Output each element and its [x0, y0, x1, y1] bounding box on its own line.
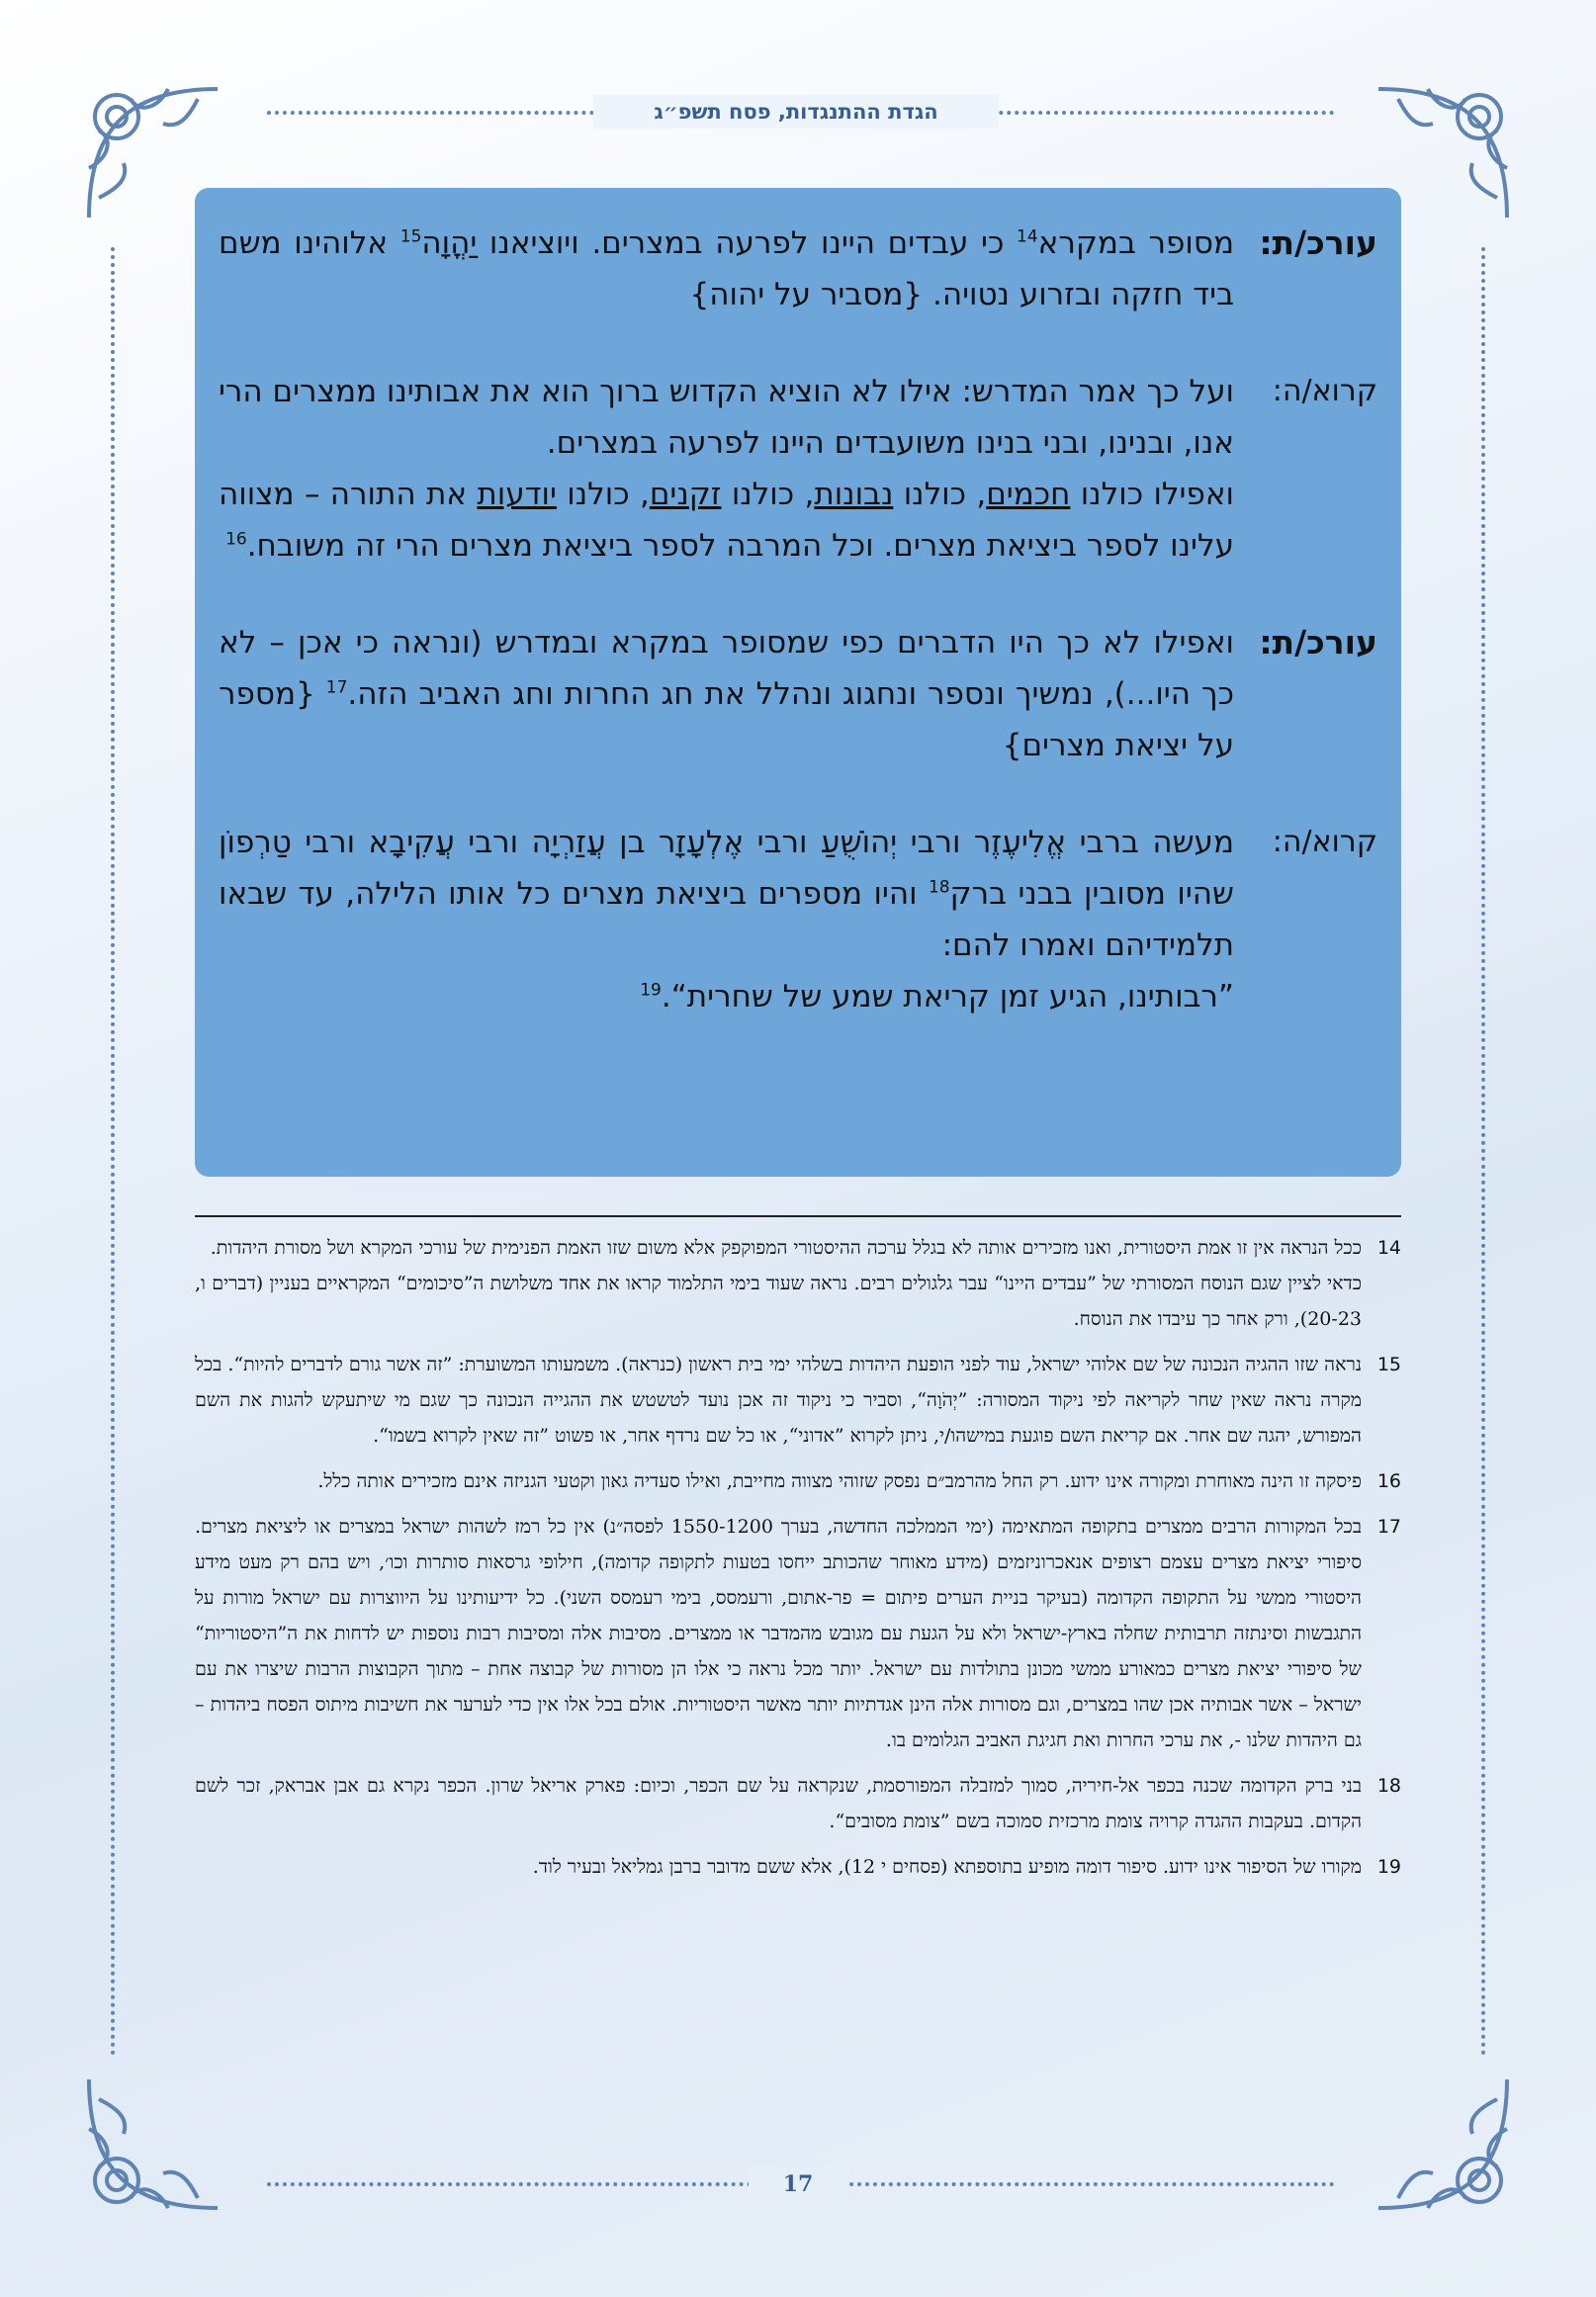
dialogue-entry	[219, 366, 1377, 572]
footnote-ref[interactable]: 19	[640, 980, 662, 1001]
footnote-ref[interactable]: 18	[928, 877, 950, 898]
footnote-text: מקורו של הסיפור אינו ידוע. סיפור דומה מופיע בתוספתא (פסחים י 12), אלא ששם מדובר ברבן גמליאל ובעיר לוד.	[532, 1856, 1362, 1878]
footnote-ref[interactable]: 15	[399, 226, 422, 247]
speaker-label: עורכ/ת:	[1259, 623, 1377, 662]
footnote-number: 14	[1376, 1237, 1401, 1259]
footnote	[195, 1347, 1401, 1454]
frame-right-border	[1481, 247, 1485, 2057]
footnotes-section	[195, 1230, 1401, 1895]
entry-text: מסופר במקרא$^{14}$ כי עבדים היינו לפרעה במצרים. ויוציאנו יַהֳוָה$^{15}$ אלוהינו משם ביד חזקה ובזרוע נטויה. {מסביר על יהוה}	[219, 225, 1234, 312]
speaker-label: קרוא/ה:	[1272, 374, 1377, 408]
footnote	[195, 1509, 1401, 1758]
footnote	[195, 1768, 1401, 1839]
footnote-ref[interactable]: 16	[225, 529, 247, 550]
footnote	[195, 1463, 1401, 1499]
entry-text: ואפילו לא כך היו הדברים כפי שמסופר במקרא ובמדרש (ונראה כי אכן – לא כך היו...), נמשיך ונספר ונחגוג ונהלל את חג החרות וחג האביב הזה.$^{17}$ {מספר על יציאת מצרים}	[219, 625, 1235, 763]
footnote-number: 19	[1376, 1856, 1401, 1878]
footnote-number: 17	[1376, 1516, 1401, 1538]
footnote	[195, 1849, 1401, 1885]
footnote-text: ככל הנראה אין זו אמת היסטורית, ואנו מזכירים אותה לא בגלל ערכה ההיסטורי המפוקפק אלא משום שזו האמת הפנימית של עורכי המקרא ושל מסורת היהדות. כדאי לציין שגם הנוסח המסורתי של ”עבדים היינו“ עבר גלגולים רבים. נראה שעוד בימי התלמוד קראו את אחד משלושת ה”סיכומים“ המקראיים בעניין (דברים ו, 20-23), ורק אחר כך עיבדו את הנוסח.	[195, 1237, 1362, 1330]
corner-ornament-icon	[1359, 2060, 1527, 2228]
footnote-number: 16	[1376, 1470, 1401, 1492]
footnote-text: נראה שזו ההגיה הנכונה של שם אלוהי ישראל, עוד לפני הופעת היהדות בשלהי ימי בית ראשון (כנראה). משמעותו המשוערת: ”זה אשר גורם לדברים להיות“. בכל מקרה נראה שאין שחר לקריאה לפי ניקוד המסורה: ”יְהֹוָה“, וסביר כי ניקוד זה אכן נועד לטשטש את ההגייה הנכונה כך שגם מי שיתעקש להגות את השם המפורש, יהגה שם אחר. אם קריאת השם פוגעת במישהו/י, ניתן לקרוא ”אדוני“, או כל שם נרדף אחר, או פשוט ”זה שאין לקרוא בשמו“.	[195, 1354, 1362, 1447]
footnote-text: בני ברק הקדומה שכנה בכפר אל-חיריה, סמוך למזבלה המפורסמת, שנקראה על שם הכפר, וכיום: פארק אריאל שרון. הכפר נקרא גם אבן אבראק, זכר לשם הקדום. בעקבות ההגדה קרויה צומת מרכזית סמוכה בשם ”צומת מסובים“.	[195, 1775, 1362, 1832]
footnote-ref[interactable]: 17	[325, 677, 348, 698]
dialogue-entry	[219, 617, 1377, 771]
footnote-number: 15	[1376, 1354, 1401, 1375]
speaker-label: עורכ/ת:	[1259, 223, 1377, 262]
footnote-ref[interactable]: 14	[1017, 226, 1038, 247]
dialogue-entry	[219, 218, 1377, 320]
footnote	[195, 1230, 1401, 1337]
corner-ornament-icon	[69, 2060, 237, 2228]
page-number: 17	[749, 2166, 847, 2202]
frame-left-border	[111, 247, 115, 2057]
footnote-text: פיסקה זו הינה מאוחרת ומקורה אינו ידוע. רק החל מהרמב״ם נפסק שזוהי מצווה מחייבת, ואילו סעדיה גאון וקטעי הגניזה אינם מזכירים אותה כלל.	[317, 1470, 1362, 1492]
footnote-number: 18	[1376, 1775, 1401, 1797]
main-text-box	[195, 188, 1401, 1177]
footnote-separator	[195, 1215, 1401, 1217]
dialogue-entry	[219, 817, 1377, 1022]
running-header: הגדת ההתנגדות, פסח תשפ״ג	[593, 95, 999, 129]
entry-text: ועל כך אמר המדרש: אילו לא הוציא הקדוש ברוך הוא את אבותינו ממצרים הרי אנו, ובנינו, ובני בנינו משועבדים היינו לפרעה במצרים. ואפילו כולנו חכמים, כולנו נבונות, כולנו זקנים, כולנו יודעות את התורה – מצווה עלינו לספר ביציאת מצרים. וכל המרבה לספר ביציאת מצרים הרי זה משובח.$^{16}$	[219, 374, 1234, 564]
speaker-label: קרוא/ה:	[1272, 825, 1377, 859]
footnote-text: בכל המקורות הרבים ממצרים בתקופה המתאימה (ימי הממלכה החדשה, בערך 1550-1200 לפסה״נ) אין כל רמז לשהות ישראל במצרים או ליציאת מצרים. סיפורי יציאת מצרים עצמם רצופים אנאכרוניזמים (מידע מאוחר שהכותב ייחסו בטעות לתקופה קדומה), חילופי גרסאות סותרות וכו׳, ויש בהם רק מעט מידע היסטורי ממשי על התקופה הקדומה (בעיקר בניית הערים פיתום = פר-אתום, ורעמסס, בימי רעמסס השני). כל ידיעותינו על היווצרות עם ישראל מורות על התגבשות וסינתזה תרבותית שחלה בארץ-ישראל ולא על הגעת עם מגובש מהמדבר או ממצרים. מסיבות אלה ומסיבות רבות נוספות יש לדחות את ה”היסטוריות“ של סיפורי יציאת מצרים כמאורע ממשי מכונן בתולדות עם ישראל. יותר מכל נראה כי אלו הן מסורות של קבוצה אחת – מתוך הקבוצות הרבות שיצרו את עם ישראל – אשר אבותיה אכן שהו במצרים, וגם מסורות אלה הינן אגדתיות יותר מאשר היסטוריות. אולם בכל אלו אין כדי לערער את חשיבות מיתוס הפסח ביהדות – גם היהדות שלנו -, את ערכי החרות ואת חגיגת האביב הגלומים בו.	[195, 1516, 1362, 1751]
entry-text: מעשה ברבי אֱלִיעֶזֶר ורבי יְהוֹשֻׁעַ ורבי אֶלְעָזָר בן עֲזַרְיָה ורבי עֲקִיבָא ורבי טַרְפוֹן שהיו מסובין בבני ברק$^{18}$ והיו מספרים ביציאת מצרים כל אותו הלילה, עד שבאו תלמידיהם ואמרו להם: ”רבותינו, הגיע זמן קריאת שמע של שחרית“.$^{19}$	[219, 825, 1234, 1015]
